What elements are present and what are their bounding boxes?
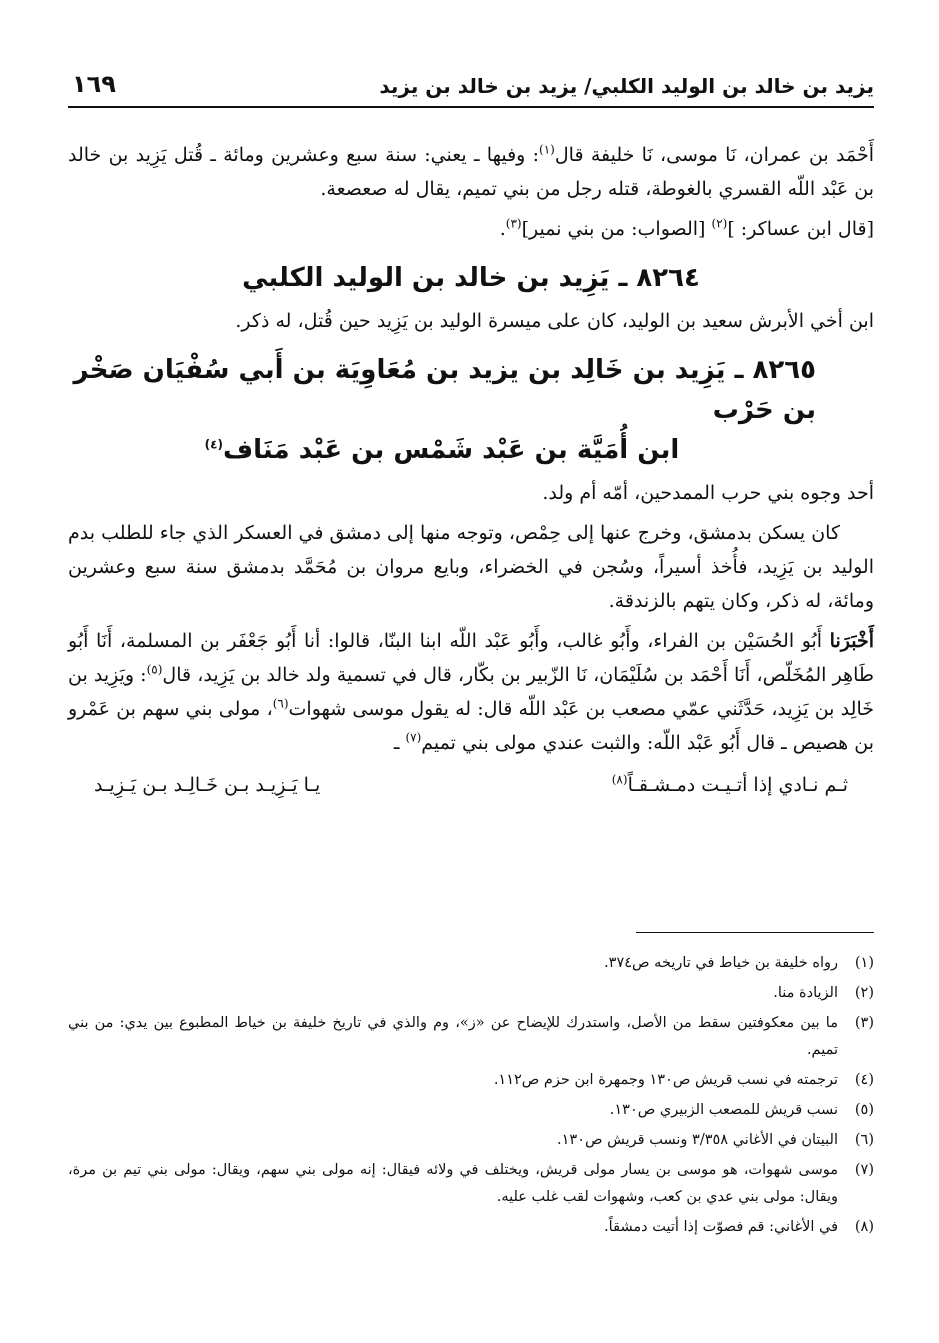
footnote-text: البيتان في الأغاني ٣/٣٥٨ ونسب قريش ص١٣٠. [557, 1132, 838, 1148]
footnote-text: نسب قريش للمصعب الزبيري ص١٣٠. [609, 1102, 838, 1118]
footnote-text: الزيادة منا. [773, 985, 838, 1001]
page-header [68, 70, 874, 108]
footnote-ref[interactable]: (٢) [711, 216, 728, 231]
footnote-ref[interactable]: (٤) [204, 437, 223, 452]
footnote-ref[interactable]: (٥) [146, 662, 163, 677]
main-text [68, 138, 874, 802]
paragraph-text: : وفيها ـ يعني: سنة سبع وعشرين ومائة ـ قُتل يَزِيد بن خالد بن عَبْد اللّه القسري بالغوطة، قتله رجل من بني تميم، يقال له صعصعة. [68, 144, 874, 200]
poem-verse [68, 768, 874, 802]
footnote-divider [636, 932, 874, 933]
footnote-ref[interactable]: (٨) [611, 772, 628, 787]
footnote-item [68, 1127, 874, 1154]
footnote-item [68, 1214, 874, 1241]
footnote-number: (٢) [854, 985, 874, 1001]
footnote-ref[interactable]: (٦) [272, 696, 289, 711]
entry-heading-8265 [68, 350, 874, 470]
footnote-text: ترجمته في نسب قريش ص١٣٠ وجمهرة ابن حزم ص١١٢. [493, 1072, 838, 1088]
paragraph-entry-8265-bio: كان يسكن بدمشق، وخرج عنها إلى حِمْص، وتوجه منها إلى دمشق في العسكر الذي جاء للطلب بدم الوليد بن يَزِيد، فأُخذ أسيراً، وسُجن في الخضراء، وبايع مروان بن مُحَمَّد بدمشق سنة سبع وعشرين ومائة، له ذكر، وكان يتهم بالزندقة. [68, 522, 874, 612]
verse-text: ثـم نـادي إذا أتـيـت دمـشـقـاً [627, 774, 848, 796]
paragraph-entry-8265-intro: أحد وجوه بني حرب الممدحين، أمّه أم ولد. [542, 482, 874, 504]
footnote-item [68, 1097, 874, 1124]
running-title: يزيد بن خالد بن الوليد الكلبي/ يزيد بن خالد بن يزيد [379, 74, 874, 98]
paragraph-isnad [68, 624, 874, 760]
verse-second-hemistich: يـا يَـزِيـد بـن خَـالِـد بـن يَـزِيـد [94, 774, 321, 796]
footnote-ref[interactable]: (٣) [505, 216, 522, 231]
paragraph-text: أَحْمَد بن عمران، نَا موسى، نَا خليفة قال [554, 144, 874, 166]
paragraph-khalifa-narration [68, 138, 874, 206]
footnote-text: ما بين معكوفتين سقط من الأصل، واستدرك للإيضاح عن «ز»، وم والذي في تاريخ خليفة بن خياط المطبوع بين يدي: من بني تميم. [68, 1015, 838, 1058]
paragraph-text: [قال ابن عساكر: ] [727, 218, 874, 240]
entry-heading-8264: ٨٢٦٤ ـ يَزِيد بن خالد بن الوليد الكلبي [242, 263, 700, 293]
lead-word: أَخْبَرَنا [829, 630, 874, 652]
paragraph-text: ـ [393, 732, 406, 754]
verse-first-hemistich [612, 768, 848, 802]
paragraph-ibn-asakir-note [68, 212, 874, 246]
footnote-item [68, 1010, 874, 1064]
paragraph-entry-8264: ابن أخي الأبرش سعيد بن الوليد، كان على ميسرة الوليد بن يَزِيد حين قُتل، له ذكر. [235, 310, 874, 332]
footnote-text: في الأغاني: قم فصوّت إذا أتيت دمشقاً. [604, 1219, 838, 1235]
footnote-text: موسى شهوات، هو موسى بن يسار مولى قريش، ويختلف في ولائه فيقال: إنه مولى بني سهم، ويقال: مولى بني تيم بن مرة، ويقال: مولى بني عدي بن كعب، وشهوات لقب غلب عليه. [68, 1162, 838, 1205]
footnote-number: (٥) [854, 1102, 874, 1118]
entry-heading-text: ابن أُمَيَّة بن عَبْد شَمْس بن عَبْد مَنَاف [222, 435, 680, 465]
footnote-number: (١) [854, 955, 874, 971]
footnote-text: رواه خليفة بن خياط في تاريخه ص٣٧٤. [604, 955, 838, 971]
footnotes [68, 950, 874, 1244]
paragraph-text: أَبُو الحُسَيْن بن الفراء، وأَبُو غالب، وأَبُو عَبْد اللّه ابنا البنّا، قالوا: أنا أَبُو جَعْفَر بن المسلمة، أَنَا أَبُو طَاهِر المُخَلّص، أَنَا أَحْمَد بن سُلَيْمَان، نَا الزّبير بن بكّار، قال في تسمية ولد خالد بن يَزِيد، قال [68, 630, 874, 686]
entry-heading-line: ٨٢٦٥ ـ يَزِيد بن خَالِد بن يزيد بن مُعَاوِيَة بن أَبي سُفْيَان صَخْر بن حَرْب [73, 355, 816, 425]
footnote-item [68, 1067, 874, 1094]
footnote-number: (٧) [854, 1162, 874, 1178]
paragraph-text: . [499, 218, 506, 240]
paragraph-text: [الصواب: من بني نمير] [521, 218, 712, 240]
footnote-item [68, 950, 874, 977]
footnote-ref[interactable]: (١) [539, 142, 555, 157]
footnote-item [68, 1157, 874, 1211]
page-number: ١٦٩ [72, 70, 116, 98]
footnote-number: (٦) [854, 1132, 874, 1148]
footnote-number: (٨) [854, 1219, 874, 1235]
paragraph-text: ، مولى بني سهم بن عَمْرو بن هصيص ـ قال أَبُو عَبْد اللّه: والثبت عندي مولى بني تميم [68, 698, 874, 754]
footnote-item [68, 980, 874, 1007]
footnote-number: (٣) [854, 1015, 874, 1031]
footnote-number: (٤) [854, 1072, 874, 1088]
footnote-ref[interactable]: (٧) [405, 730, 422, 745]
paragraph-text: : ويَزِيد بن خَالِد بن يَزِيد، حَدَّثَني عمّي مصعب بن عَبْد اللّه قال: له يقول موسى شهوات [68, 664, 874, 720]
entry-heading-line [68, 430, 816, 470]
